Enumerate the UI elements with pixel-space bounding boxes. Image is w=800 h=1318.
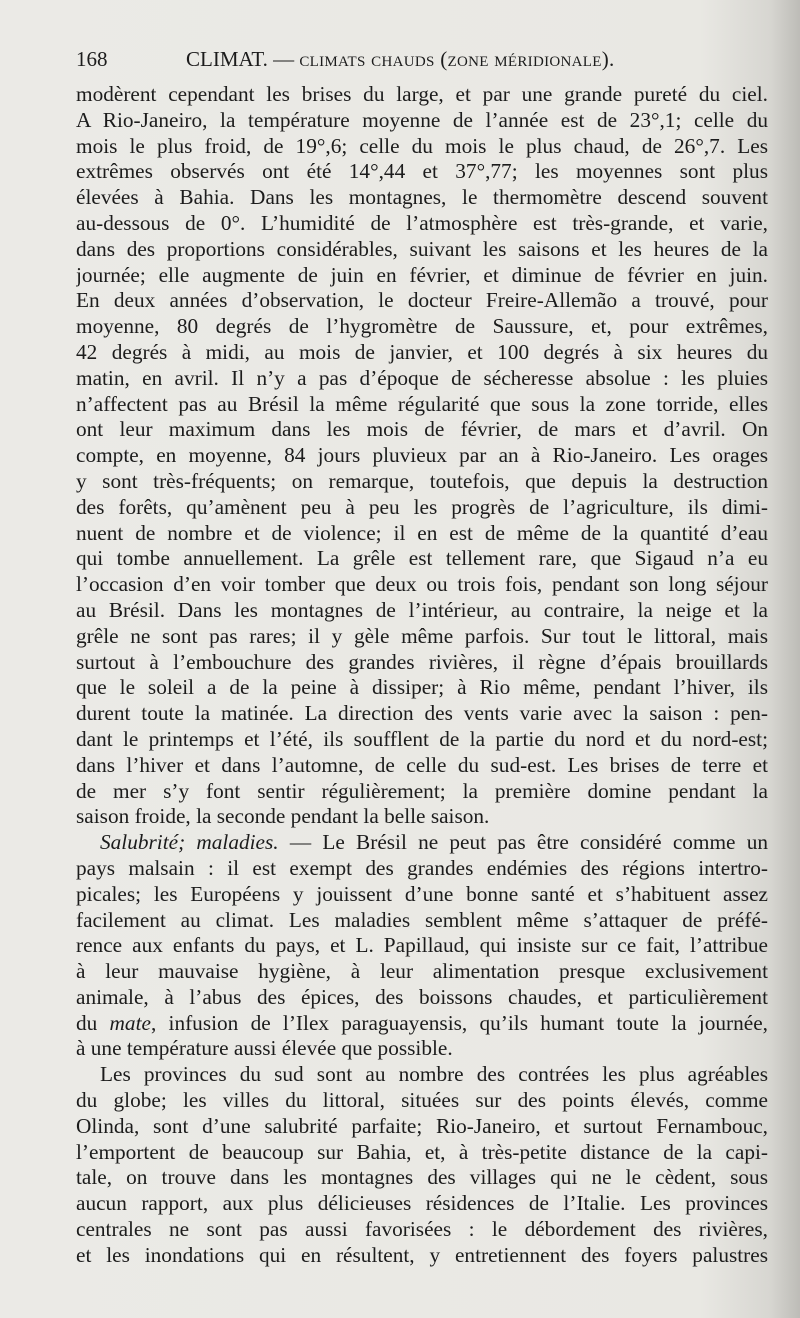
page-number: 168 [76,47,108,71]
text-line: facilement au climat. Les maladies semblent même s’attaquer de préfé- [76,907,768,932]
text-fragment: — Le Brésil ne peut pas être considéré comme un [289,830,768,855]
text-line: modèrent cependant les brises du large, et par une grande pureté du ciel. [76,82,768,106]
text-line: surtout à l’embouchure des grandes rivières, il règne d’épais brouillards [76,649,768,674]
header-dash: — [273,47,295,71]
text-line: rence aux enfants du pays, et L. Papillaud, qui insiste sur ce fait, l’attribue [76,933,768,958]
text-line-mixed [76,1011,768,1037]
text-line: aucun rapport, aux plus délicieuses résidences de l’Italie. Les provinces [76,1191,768,1216]
text-line: y sont très-fréquents; on remarque, toutefois, que depuis la destruction [76,468,768,493]
text-line: mois le plus froid, de 19°,6; celle du mois le plus chaud, de 26°,7. Les [76,133,768,158]
text-line: au-dessous de 0°. L’humidité de l’atmosphère est très-grande, et varie, [76,210,768,235]
text-line: compte, en moyenne, 84 jours pluvieux par an à Rio-Janeiro. Les orages [76,443,768,468]
text-line: et les inondations qui en résultent, y entretiennent des foyers palustres [76,1242,768,1267]
text-line: En deux années d’observation, le docteur Freire-Allemão a trouvé, pour [76,288,768,313]
text-line: journée; elle augmente de juin en février, et diminue de février en juin. [76,262,768,287]
text-line: à une température aussi élevée que possible. [76,1036,453,1061]
text-line: moyenne, 80 degrés de l’hygromètre de Saussure, et, pour extrêmes, [76,314,768,339]
text-line: au Brésil. Dans les montagnes de l’intérieur, au contraire, la neige et la [76,597,768,622]
header-title: CLIMAT. [186,47,268,71]
text-line: ont leur maximum dans les mois de février, de mars et d’avril. On [76,417,768,442]
text-line: que le soleil a de la peine à dissiper; à Rio même, pendant l’hiver, ils [76,675,768,700]
text-fragment: , infusion de l’Ilex paraguayensis, qu’ils humant toute la journée, [150,1010,768,1035]
section-heading-line [76,830,768,856]
text-line: picales; les Européens y jouissent d’une bonne santé et s’habituent assez [76,881,768,906]
text-line: Olinda, sont d’une salubrité parfaite; Rio-Janeiro, et surtout Fernambouc, [76,1113,768,1138]
text-line: nuent de nombre et de violence; il en est de même de la quantité d’eau [76,520,768,545]
text-line: dant le printemps et l’été, ils soufflent de la partie du nord et du nord-est; [76,726,768,751]
italic-term-mate: mate [109,1010,151,1035]
text-line: dans des proportions considérables, suivant les saisons et les heures de la [76,236,768,261]
section-heading: Salubrité; maladies. [100,830,279,855]
text-line: qui tombe annuellement. La grêle est tellement rare, que Sigaud n’a eu [76,546,768,571]
text-line: 42 degrés à midi, au mois de janvier, et 100 degrés à six heures du [76,339,768,364]
text-fragment: du [76,1010,98,1035]
text-line: tale, on trouve dans les montagnes des villages qui ne le cèdent, sous [76,1165,768,1190]
text-line: à leur mauvaise hygiène, à leur alimentation presque exclusivement [76,959,768,984]
text-line: de mer s’y font sentir régulièrement; la première domine pendant la [76,778,768,803]
text-line: Les provinces du sud sont au nombre des contrées les plus agréables [100,1062,768,1087]
text-line: matin, en avril. Il n’y a pas d’époque de sécheresse absolue : les pluies [76,365,768,390]
text-line: n’affectent pas au Brésil la même régularité que sous la zone torride, elles [76,391,768,416]
text-line: élevées à Bahia. Dans les montagnes, le thermomètre descend souvent [76,185,768,210]
text-line: animale, à l’abus des épices, des boissons chaudes, et particulièrement [76,984,768,1009]
text-line: du globe; les villes du littoral, situées sur des points élevés, comme [76,1088,768,1113]
header-subtitle: climats chauds (zone méridionale). [299,47,615,71]
text-line: l’occasion d’en voir tomber que deux ou trois fois, pendant son long séjour [76,572,768,597]
body-text [76,82,768,1269]
text-line: saison froide, la seconde pendant la belle saison. [76,804,490,829]
text-line: extrêmes observés ont été 14°,44 et 37°,77; les moyennes sont plus [76,159,768,184]
text-line: grêle ne sont pas rares; il y gèle même parfois. Sur tout le littoral, mais [76,623,768,648]
text-line: dans l’hiver et dans l’automne, de celle du sud-est. Les brises de terre et [76,752,768,777]
text-line: des forêts, qu’amènent peu à peu les progrès de l’agriculture, ils dimi- [76,494,768,519]
text-line: durent toute la matinée. La direction des vents varie avec la saison : pen- [76,701,768,726]
text-line: A Rio-Janeiro, la température moyenne de l’année est de 23°,1; celle du [76,107,768,132]
text-line: pays malsain : il est exempt des grandes endémies des régions intertro- [76,855,768,880]
running-header [76,42,766,76]
text-line: l’emportent de beaucoup sur Bahia, et, à très-petite distance de la capi- [76,1139,768,1164]
text-line: centrales ne sont pas aussi favorisées : le débordement des rivières, [76,1217,768,1242]
